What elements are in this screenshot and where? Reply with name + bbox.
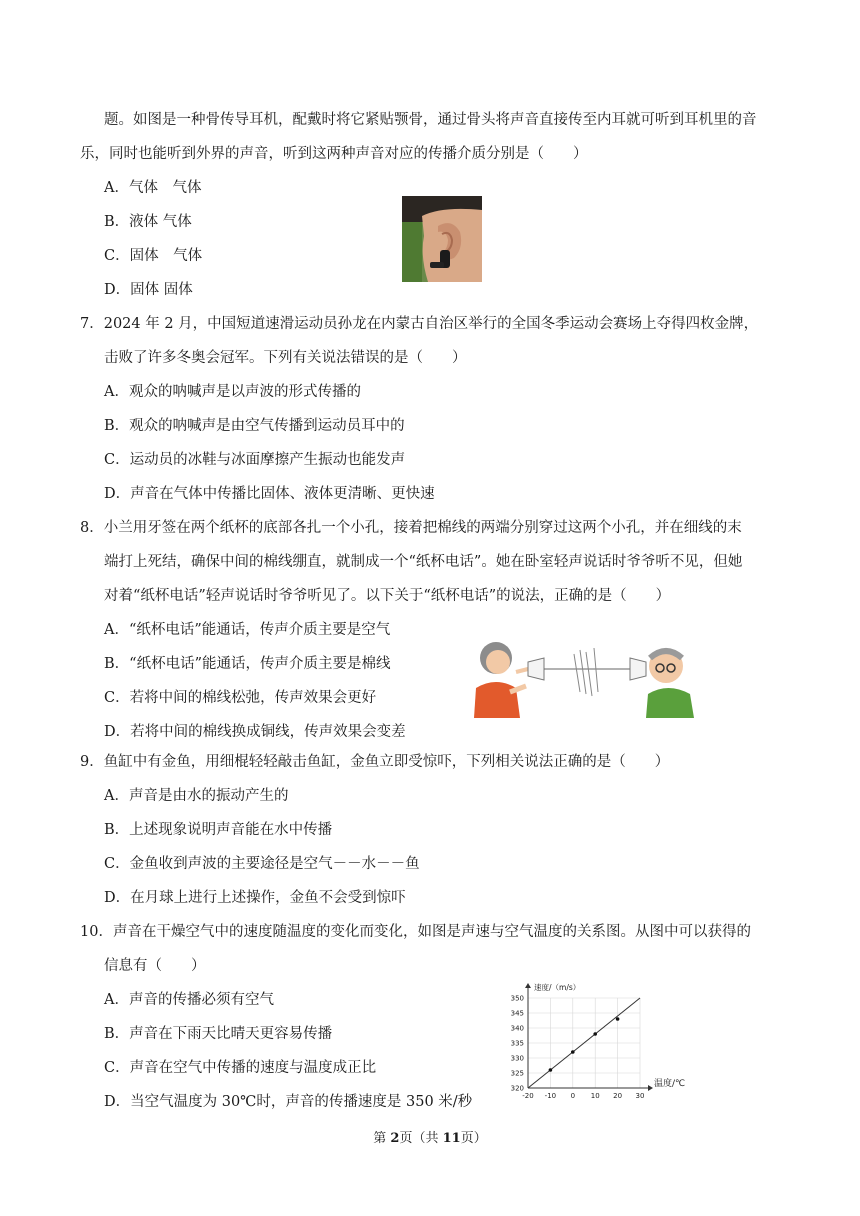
y-tick-label: 330 — [510, 1054, 524, 1063]
q7-option-a: A．观众的呐喊声是以声波的形式传播的 — [104, 384, 361, 400]
x-tick-label: 20 — [613, 1092, 623, 1100]
footer-prefix: 第 — [373, 1131, 391, 1146]
q6-option-c: C．固体 气体 — [104, 248, 203, 264]
q8-option-b: B．“纸杯电话”能通话，传声介质主要是棉线 — [104, 656, 391, 672]
q8-option-a: A．“纸杯电话”能通话，传声介质主要是空气 — [104, 622, 391, 638]
y-tick-label: 335 — [510, 1039, 524, 1048]
y-tick-label: 325 — [510, 1069, 524, 1078]
q6-option-b: B．液体 气体 — [104, 214, 192, 230]
q8-option-d: D．若将中间的棉线换成铜线，传声效果会变差 — [104, 724, 406, 740]
q10-stem-line-1: 10．声音在干燥空气中的速度随温度的变化而变化，如图是声速与空气温度的关系图。从图中可以获得的 — [80, 924, 751, 940]
y-tick-label: 350 — [510, 994, 524, 1003]
x-tick-label: 30 — [635, 1092, 645, 1100]
data-point — [571, 1050, 575, 1054]
y-tick-label: 340 — [510, 1024, 524, 1033]
q8-stem-line-2: 端打上死结，确保中间的棉线绷直，就制成一个“纸杯电话”。她在卧室轻声说话时爷爷听不见，但她 — [104, 554, 743, 570]
q10-option-b: B．声音在下雨天比晴天更容易传播 — [104, 1026, 333, 1042]
bone-conduction-earphone-photo — [402, 196, 482, 282]
footer-page-number: 2 — [390, 1131, 400, 1146]
paper-cup-telephone-illustration — [470, 632, 702, 718]
y-axis-arrow — [525, 983, 531, 988]
q8-option-c: C．若将中间的棉线松弛，传声效果会更好 — [104, 690, 377, 706]
x-axis-arrow — [648, 1085, 653, 1091]
q9-option-c: C．金鱼收到声波的主要途径是空气－－水－－鱼 — [104, 856, 420, 872]
q9-option-a: A．声音是由水的振动产生的 — [104, 788, 289, 804]
q7-option-d: D．声音在气体中传播比固体、液体更清晰、更快速 — [104, 486, 435, 502]
footer-total-pages: 11 — [442, 1131, 461, 1146]
q7-stem-line-1: 7．2024 年 2 月，中国短道速滑运动员孙龙在内蒙古自治区举行的全国冬季运动会赛场上夺得四枚金牌， — [80, 316, 759, 332]
data-point — [593, 1032, 597, 1036]
q7-option-b: B．观众的呐喊声是由空气传播到运动员耳中的 — [104, 418, 405, 434]
q6-option-a: A．气体 气体 — [104, 180, 202, 196]
x-tick-label: 10 — [590, 1092, 600, 1100]
q10-option-c: C．声音在空气中传播的速度与温度成正比 — [104, 1060, 377, 1076]
q9-option-b: B．上述现象说明声音能在水中传播 — [104, 822, 333, 838]
y-tick-label: 320 — [510, 1084, 524, 1093]
q6-option-d: D．固体 固体 — [104, 282, 193, 298]
y-tick-label: 345 — [510, 1009, 524, 1018]
speed-temperature-chart — [500, 978, 700, 1102]
q9-option-d: D．在月球上进行上述操作，金鱼不会受到惊吓 — [104, 890, 406, 906]
footer-middle: 页（共 — [399, 1131, 443, 1146]
q6-continuation-line-1: 题。如图是一种骨传导耳机，配戴时将它紧贴颚骨，通过骨头将声音直接传至内耳就可听到耳机里的音 — [104, 112, 757, 128]
data-point — [616, 1017, 620, 1021]
footer-suffix: 页） — [460, 1131, 487, 1146]
q6-continuation-line-2: 乐，同时也能听到外界的声音，听到这两种声音对应的传播介质分别是（ ） — [80, 146, 588, 162]
x-tick-label: -10 — [544, 1092, 557, 1100]
q7-option-c: C．运动员的冰鞋与冰面摩擦产生振动也能发声 — [104, 452, 406, 468]
q9-stem-line-1: 9．鱼缸中有金鱼，用细棍轻轻敲击鱼缸，金鱼立即受惊吓，下列相关说法正确的是（ ） — [80, 754, 670, 770]
q8-stem-line-1: 8．小兰用牙签在两个纸杯的底部各扎一个小孔，接着把棉线的两端分别穿过这两个小孔，并在细线的末 — [80, 520, 742, 536]
q8-stem-line-3: 对着“纸杯电话”轻声说话时爷爷听见了。以下关于“纸杯电话”的说法，正确的是（ ） — [104, 588, 671, 604]
x-tick-label: 0 — [570, 1092, 576, 1100]
q10-option-a: A．声音的传播必须有空气 — [104, 992, 274, 1008]
q10-stem-line-2: 信息有（ ） — [104, 958, 206, 974]
q10-option-d: D．当空气温度为 30℃时，声音的传播速度是 350 米/秒 — [104, 1094, 473, 1110]
q7-stem-line-2: 击败了许多冬奥会冠军。下列有关说法错误的是（ ） — [104, 350, 467, 366]
chart-x-axis-label: 温度/℃ — [654, 1079, 686, 1089]
data-point — [549, 1068, 553, 1072]
x-tick-label: -20 — [522, 1092, 534, 1100]
page-footer — [0, 1127, 860, 1146]
chart-y-axis-label: 速度/（m/s） — [534, 983, 581, 992]
